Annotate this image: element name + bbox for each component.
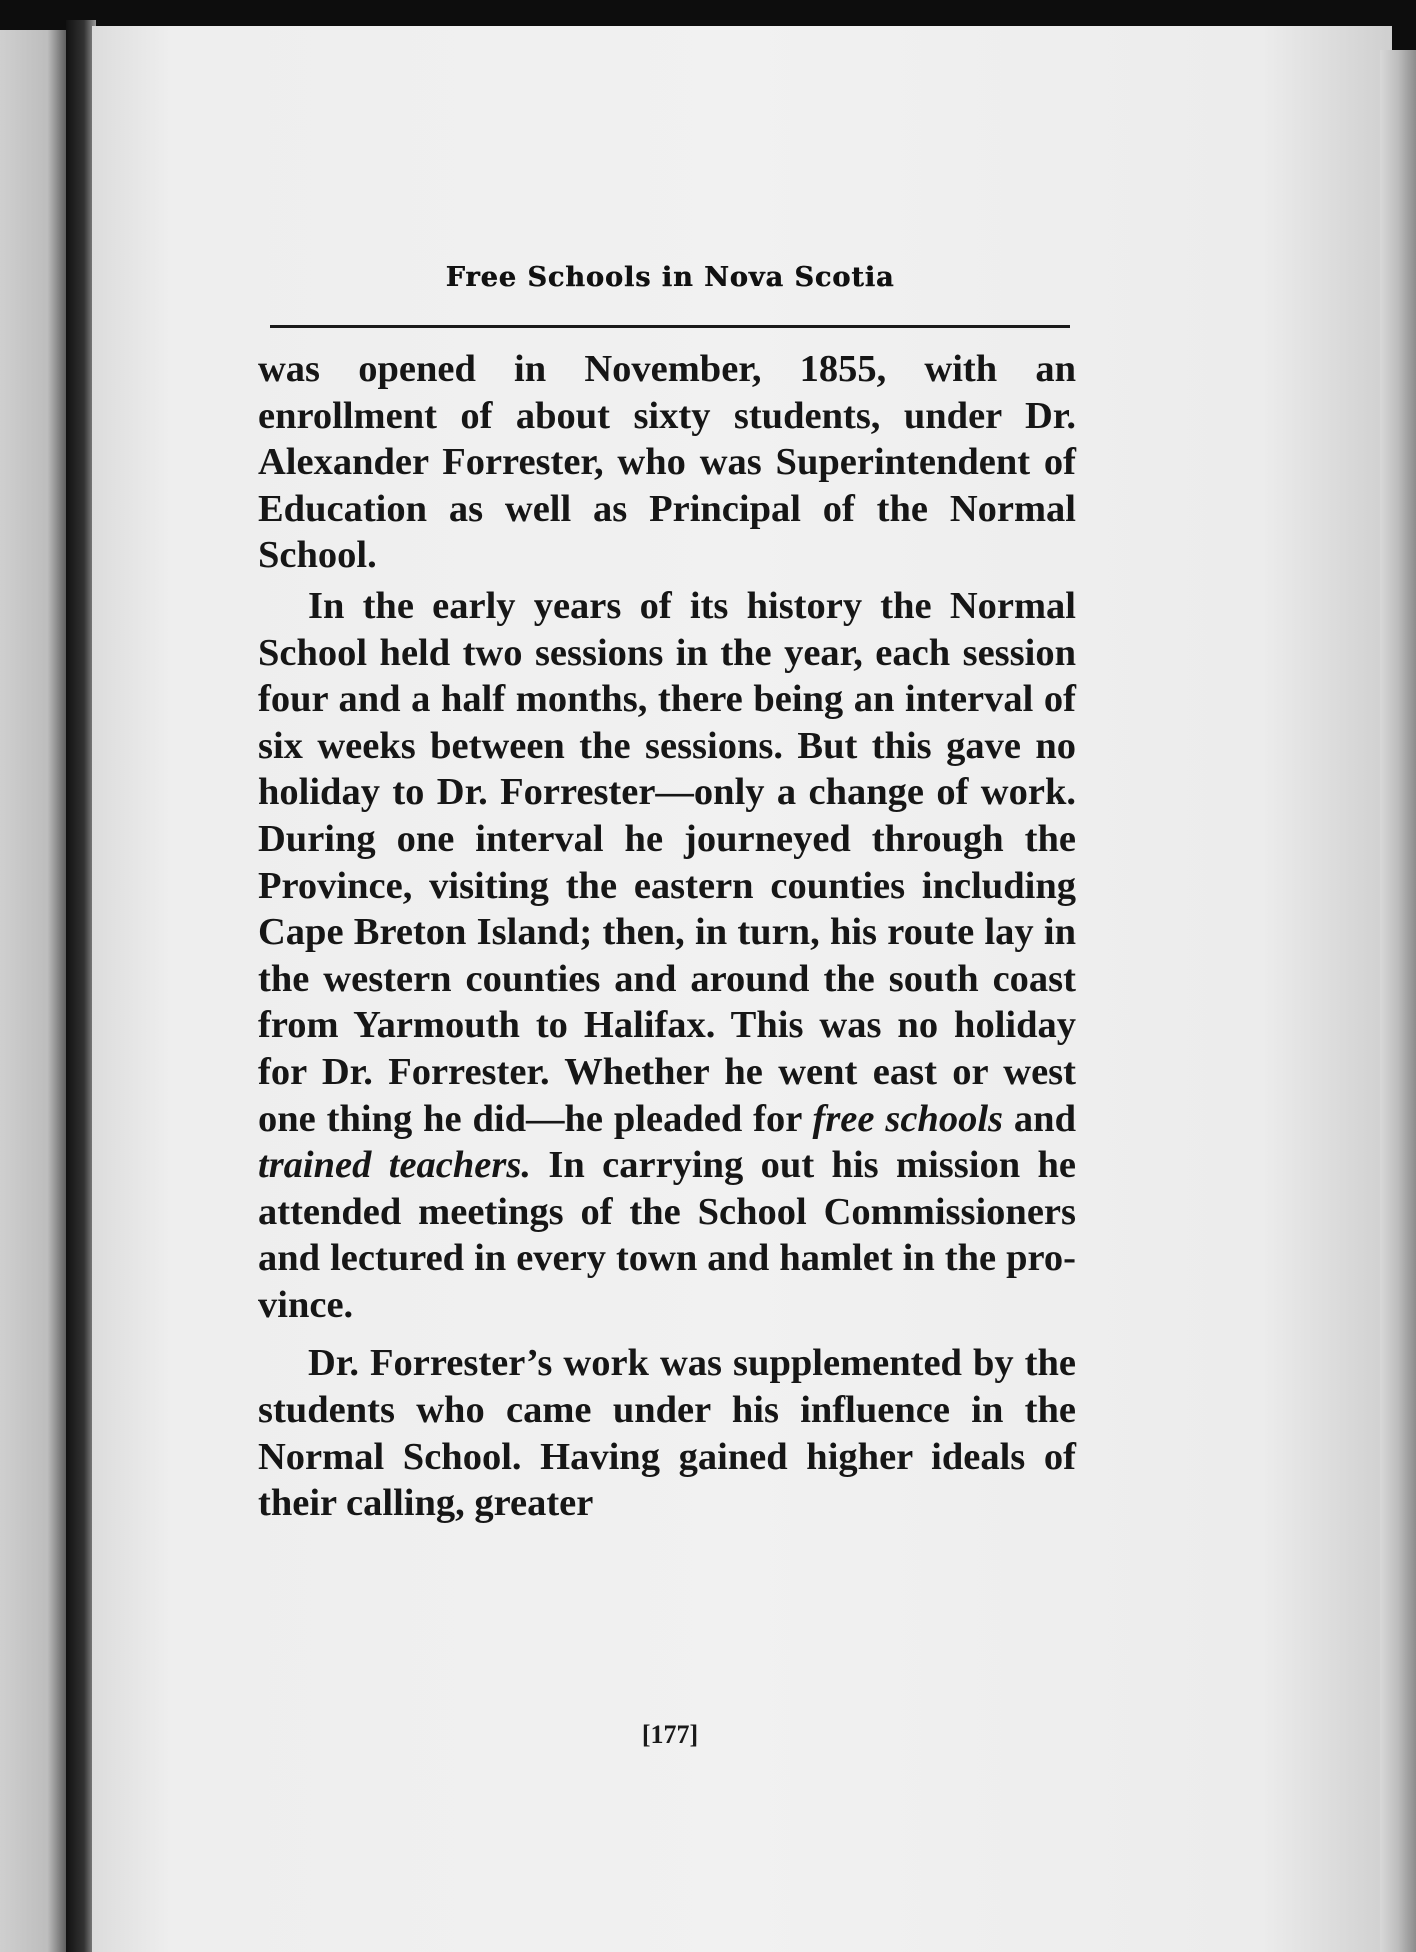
paragraph-3: Dr. Forrester’s work was supplemented by the students who came under his influence in the Normal School. Having gained higher ideals of their calling, greater — [258, 1342, 1076, 1525]
emphasis-trained-teachers: trained teachers. — [258, 1144, 531, 1187]
page-number: [177] — [641, 1720, 699, 1749]
paragraph-2-conjunction: and — [1013, 1097, 1076, 1140]
paragraph-2-text: In the early years of its history the Normal School held two sessions in the year, each session four and a half months, there being an interval of six weeks between the sessions. But this gave no holiday to Dr. Forrester—only a change of work. During one interval he journeyed through the Province, visiting the eastern counties including Cape Breton Island; then, in turn, his route lay in the western counties and around the south coast from Yarmouth to Halifax. This was no holiday for Dr. Forrester. Whether he went east or west one thing he did—he pleaded for — [258, 584, 1076, 1140]
page-edge-right — [1380, 50, 1416, 1952]
emphasis-free-schools: free schools — [812, 1097, 1004, 1140]
header-rule — [270, 325, 1070, 328]
paragraph-2-tail: In carrying out his mission he attended meetings of the School Commissioners and lectured in every town and hamlet in the province. — [258, 1144, 1076, 1326]
facing-page-edge — [0, 30, 68, 1952]
body-text — [258, 346, 1076, 1527]
running-header — [270, 262, 1070, 293]
running-head-title: Free Schools in Nova Scotia — [445, 262, 895, 293]
paragraph-2 — [258, 583, 1076, 1329]
paragraph-1: was opened in November, 1855, with an enrollment of about sixty students, under Dr. Alexander Forrester, who was Superintendent of Education as well as Principal of the Normal School. — [258, 348, 1076, 577]
